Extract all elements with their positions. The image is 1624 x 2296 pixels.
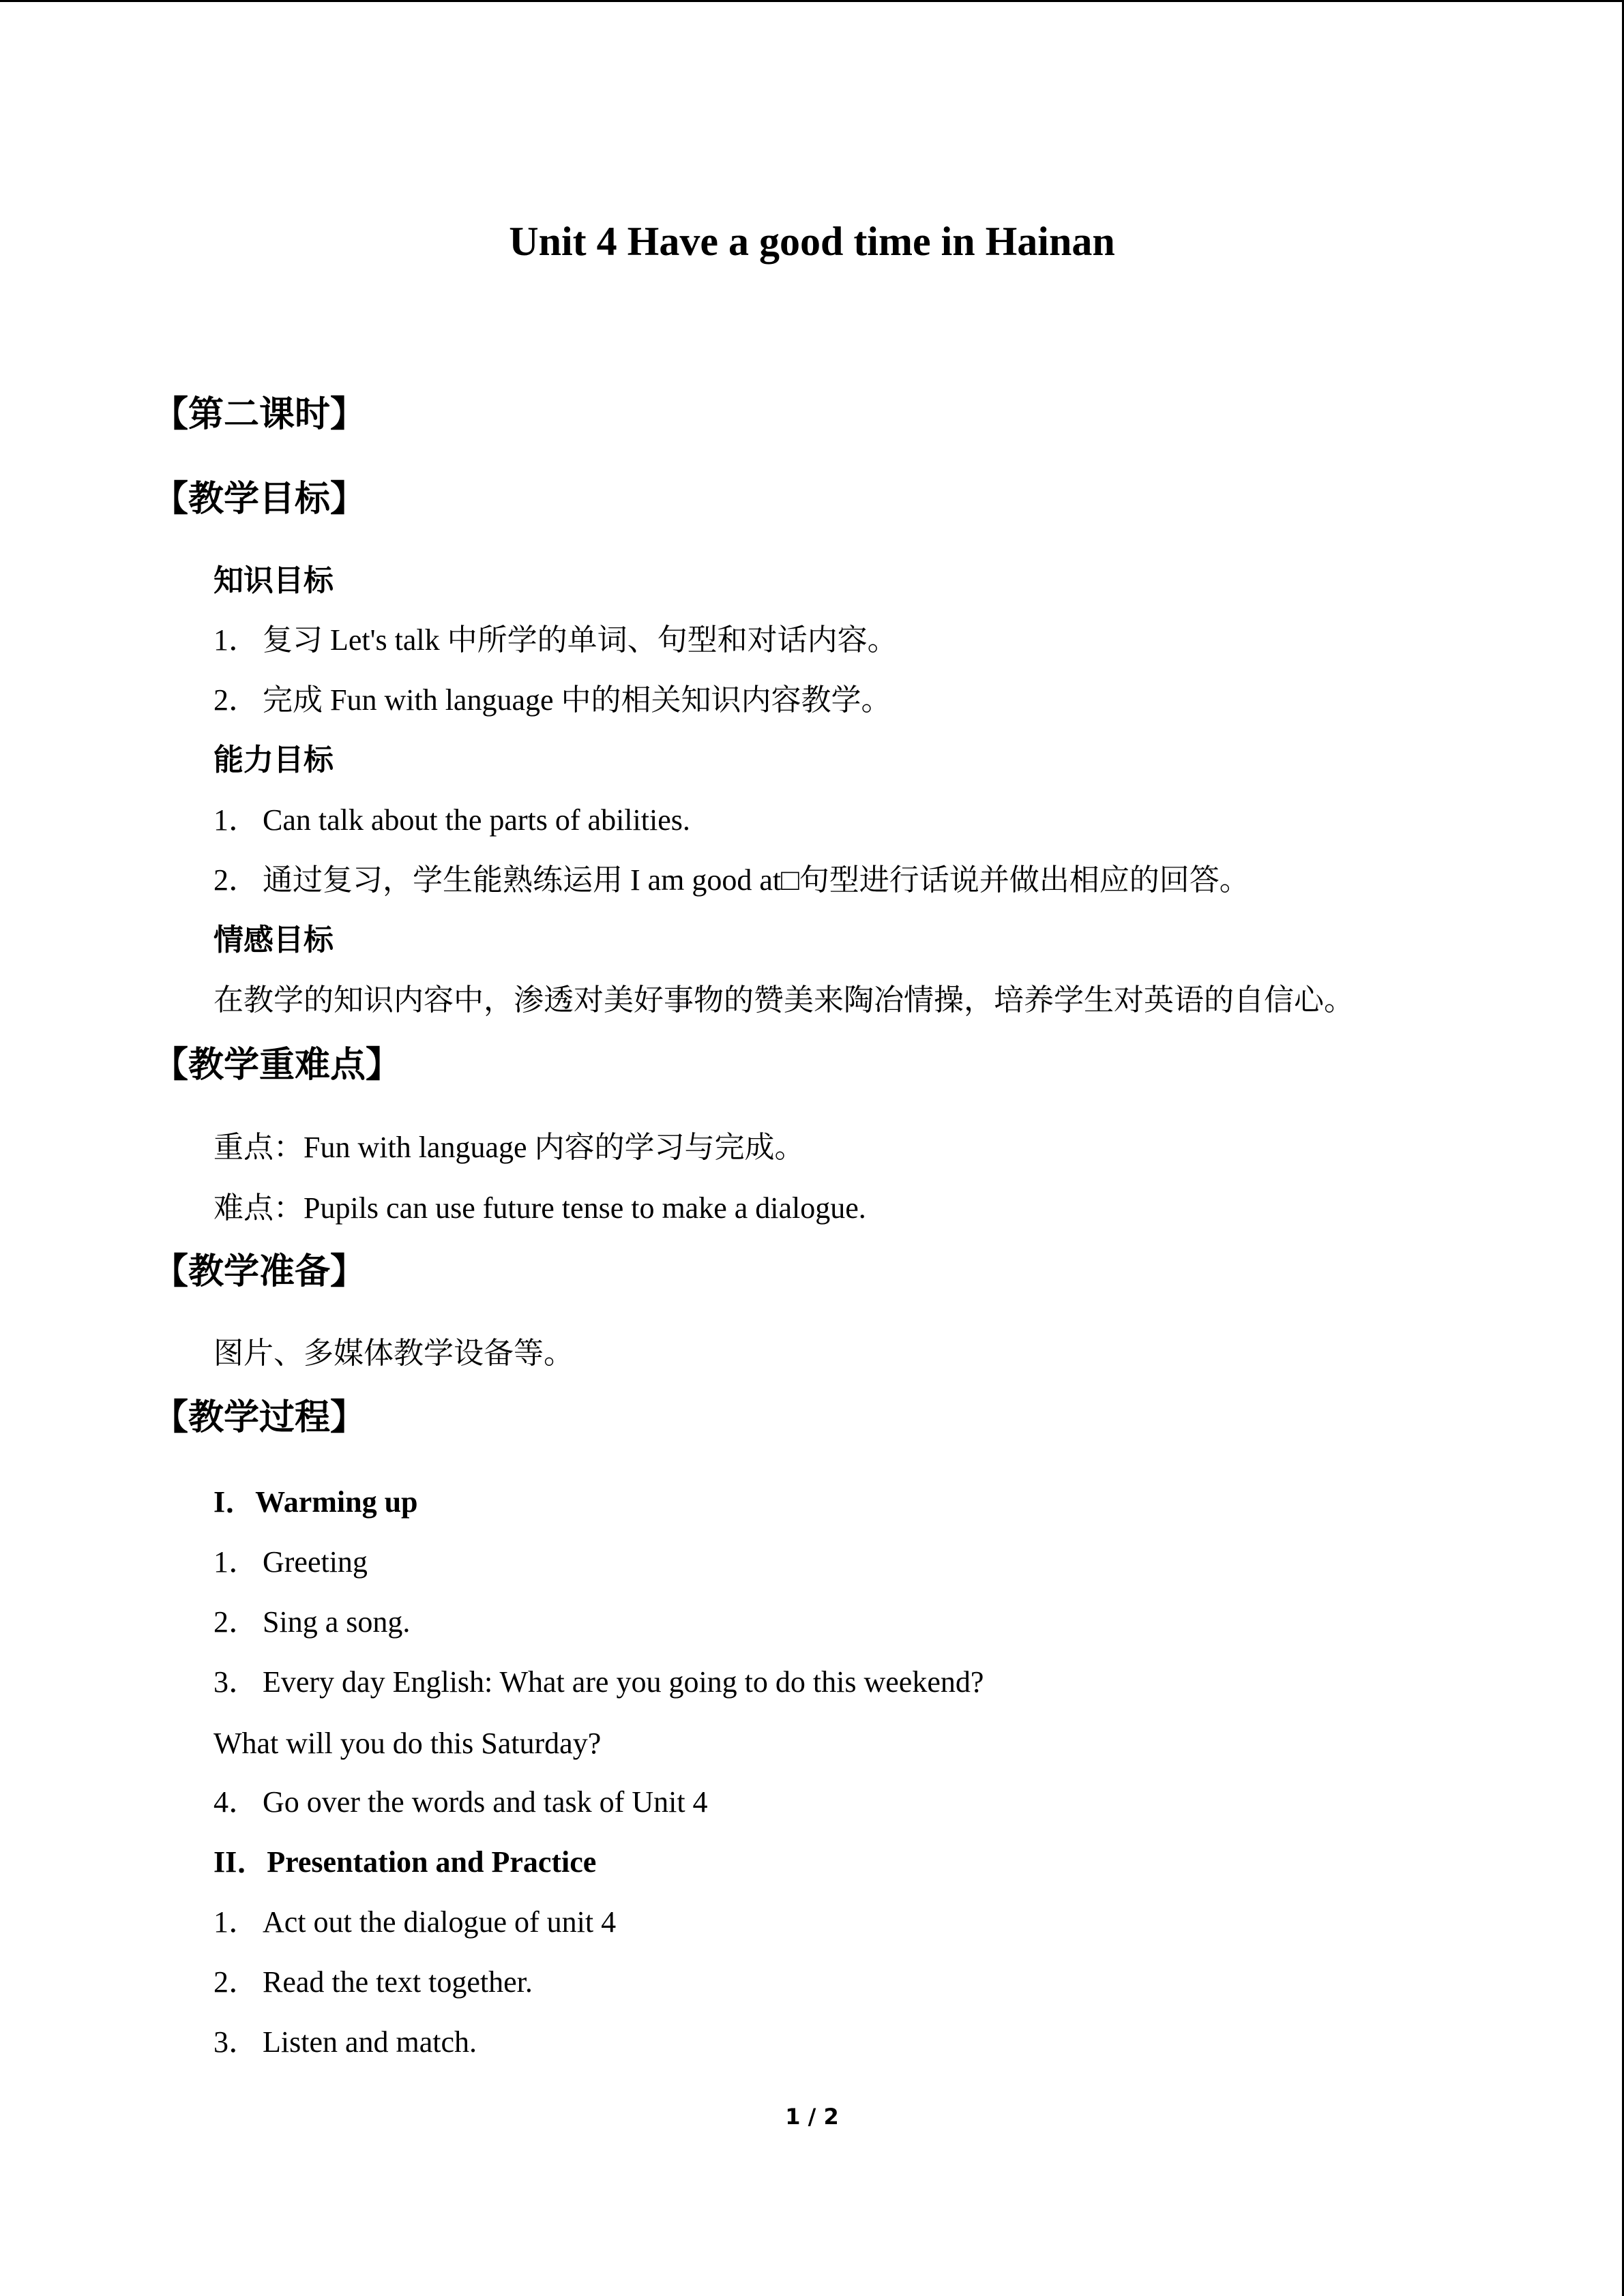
process-step (213, 1783, 708, 1821)
item-number: 1． (213, 623, 259, 657)
document-title: Unit 4 Have a good time in Hainan (509, 219, 1115, 264)
step-text: Read the text together. (263, 1965, 533, 1999)
lesson-heading: 【第二课时】 (153, 394, 366, 435)
item-number: 1． (213, 803, 259, 837)
stage-title-presentation: II．Presentation and Practice (213, 1845, 597, 1879)
keypoint-difficulty: 难点：Pupils can use future tense to make a dialogue. (213, 1191, 866, 1225)
stage-title-warming-up: I．Warming up (213, 1485, 418, 1519)
process-step (213, 1543, 368, 1581)
step-number: 1． (213, 1545, 259, 1579)
item-text: Can talk about the parts of abilities. (263, 803, 690, 837)
process-step (213, 2023, 477, 2061)
step-text: Sing a song. (263, 1605, 411, 1639)
emotion-heading: 情感目标 (213, 923, 334, 957)
knowledge-heading: 知识目标 (213, 563, 334, 598)
step-text: Act out the dialogue of unit 4 (263, 1905, 617, 1939)
step-number: 2． (213, 1965, 259, 1999)
step-text: Go over the words and task of Unit 4 (263, 1785, 708, 1819)
item-number: 2． (213, 863, 259, 897)
emotion-text: 在教学的知识内容中，渗透对美好事物的赞美来陶冶情操，培养学生对英语的自信心。 (213, 983, 1354, 1017)
process-heading: 【教学过程】 (153, 1397, 366, 1438)
item-text: 完成 Fun with language 中的相关知识内容教学。 (263, 683, 891, 717)
preparation-heading: 【教学准备】 (153, 1251, 366, 1292)
step-number: 4． (213, 1785, 259, 1819)
item-text: 复习 Let's talk 中所学的单词、句型和对话内容。 (263, 623, 898, 657)
step-text: Every day English: What are you going to do this weekend? (263, 1665, 984, 1699)
item-text: 通过复习，学生能熟练运用 I am good at□句型进行话说并做出相应的回答。 (263, 863, 1250, 897)
preparation-text: 图片、多媒体教学设备等。 (213, 1337, 574, 1370)
step-number: 3． (213, 2025, 259, 2059)
page-number: 1 / 2 (785, 2104, 839, 2130)
process-step-continuation: What will you do this Saturday? (213, 1727, 602, 1760)
knowledge-item (213, 621, 898, 659)
ability-item (213, 801, 690, 839)
page-border-top (0, 0, 1624, 2)
keypoints-heading: 【教学重难点】 (153, 1045, 402, 1086)
process-step (213, 1963, 533, 2001)
step-number: 3． (213, 1665, 259, 1699)
process-step (213, 1903, 616, 1941)
ability-item (213, 861, 1250, 899)
keypoint-focus: 重点：Fun with language 内容的学习与完成。 (213, 1131, 805, 1164)
item-number: 2． (213, 683, 259, 717)
process-step (213, 1663, 984, 1701)
process-step (213, 1603, 410, 1641)
step-number: 2． (213, 1605, 259, 1639)
step-text: Greeting (263, 1545, 368, 1579)
objectives-heading: 【教学目标】 (153, 479, 366, 520)
knowledge-item (213, 681, 891, 719)
ability-heading: 能力目标 (213, 743, 334, 777)
step-number: 1． (213, 1905, 259, 1939)
step-text: Listen and match. (263, 2025, 477, 2059)
